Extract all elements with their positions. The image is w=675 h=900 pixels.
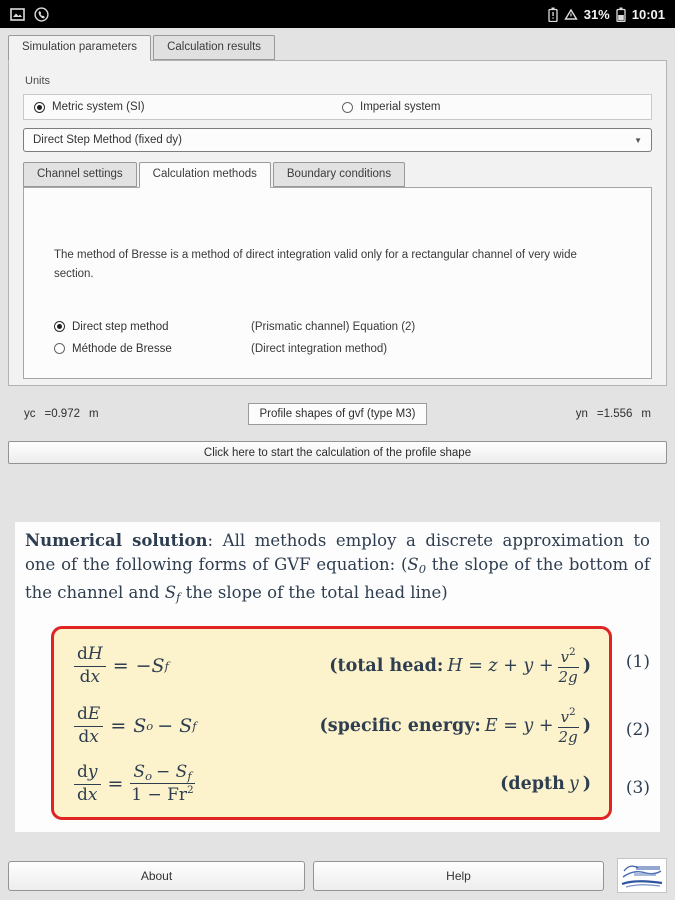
battery-icon [616,7,626,22]
tab-label: Calculation results [167,41,262,53]
math-sup: 2 [187,784,194,797]
option-label: Direct step method [72,320,169,333]
intro-text: the slope of the total head line) [180,583,448,602]
yn-unit: m [641,408,651,420]
tab-simulation-parameters[interactable] [8,35,151,61]
math-d: d [77,762,88,783]
profile-shapes-button[interactable]: Profile shapes of gvf (type M3) [248,403,428,425]
note-close: ) [582,716,591,736]
yc-unit: m [89,408,99,420]
fraction [130,763,194,806]
option-detail: (Prismatic channel) Equation (2) [251,320,416,333]
math-var: S [407,555,419,574]
math-d: d [78,726,90,747]
depth-results-row [8,399,667,429]
intro-text: the slope of the bottom of the channel and [25,555,650,602]
fraction [558,707,579,746]
equation-block [25,626,650,820]
equation-number-1: (1) [625,652,650,672]
equals-sign: = [110,715,127,737]
math-d: d [77,784,88,805]
equation-annotation [329,647,591,686]
clock-text: 10:01 [631,6,665,22]
method-select-value: Direct Step Method (fixed dy) [33,134,182,146]
math-sub: 0 [418,562,427,576]
radio-metric-label: Metric system (SI) [52,101,145,113]
start-calculation-button[interactable]: Click here to start the calculation of the profile shape [8,441,667,464]
phone-call-icon [34,7,49,22]
equation-number-2: (2) [625,720,650,740]
fraction [74,705,103,746]
yn-label: yn [575,408,588,420]
radio-methode-de-bresse[interactable] [54,343,251,355]
note-label: (total head: [329,656,444,676]
math-expr: 1 − Fr [131,785,188,806]
math-sub: f [164,659,169,673]
math-var: − S [157,715,193,737]
equation-box [51,626,612,820]
math-var: −S [135,655,165,677]
math-var: S [133,715,147,737]
tab-boundary-conditions[interactable] [273,162,405,187]
option-label: Méthode de Bresse [72,342,172,355]
fraction [558,647,579,686]
math-var: S [164,583,177,602]
math-expr: H = z + y + [447,656,554,676]
note-label: (specific energy: [319,716,481,736]
math-var: H [87,644,103,665]
battery-percent-text: 31% [583,6,610,22]
math-var: − S [156,761,188,782]
math-var: y [87,762,98,783]
equation-3 [74,757,591,811]
method-option-row [54,321,635,333]
note-label: (depth [500,774,565,794]
radio-imperial-label: Imperial system [360,101,441,113]
math-var: y [568,774,579,794]
math-sub: f [187,768,192,783]
intro-text: : All methods employ a discrete approximation to one of the following forms of GVF equation: ( [25,531,650,574]
units-section-label: Units [25,75,51,87]
math-sup: 2 [569,645,576,658]
math-d: d [77,644,88,665]
bresse-description: The method of Bresse is a method of direct integration valid only for a rectangular channel of very wide section. [54,249,577,280]
yn-value: =1.556 [596,408,633,420]
math-var: x [90,666,101,687]
math-panel [15,522,660,832]
math-var: E [87,704,101,725]
math-sub: o [146,719,154,733]
math-var: x [87,784,98,805]
numerical-solution-paragraph [25,529,650,609]
units-radio-group [23,94,652,120]
tab-label: Boundary conditions [286,168,392,180]
method-select[interactable] [23,128,652,152]
main-tab-bar [8,35,667,60]
radio-direct-step-method[interactable] [54,321,251,333]
math-var: x [89,726,99,747]
equation-annotation [500,774,591,794]
simulation-parameters-panel [8,60,667,386]
tab-label: Channel settings [37,168,123,180]
math-d: d [77,704,88,725]
radio-metric-system[interactable] [34,101,145,113]
note-close: ) [582,656,591,676]
help-button[interactable]: Help [313,861,604,891]
battery-saver-icon [548,7,558,22]
equals-sign: = [107,773,124,795]
footer-bar [8,858,667,893]
math-var: S [133,761,146,782]
note-close: ) [582,774,591,794]
method-option-row [54,343,635,355]
yc-label: yc [24,408,36,420]
status-bar [0,0,675,28]
radio-unchecked-icon[interactable] [54,343,65,354]
chevron-down-icon: ▼ [634,135,642,145]
critical-depth-readout [24,408,99,420]
math-expr: E = y + [484,716,554,736]
tab-label: Simulation parameters [22,41,138,53]
equation-number-3: (3) [625,778,650,798]
math-var: 2g [558,667,578,686]
signal-warning-icon [564,8,578,21]
tab-label: Calculation methods [152,168,257,180]
calculation-methods-panel [23,187,652,379]
yc-value: =0.972 [44,408,80,420]
tab-calculation-methods[interactable] [139,162,271,188]
radio-checked-icon[interactable] [34,102,45,113]
equation-1 [74,637,591,695]
math-var: v [560,707,570,726]
radio-imperial-system[interactable] [342,101,441,113]
equation-2 [74,695,591,757]
intro-bold: Numerical solution [25,531,208,550]
screenshot-icon [10,8,25,21]
math-sub: o [145,768,153,783]
math-sub: f [176,590,181,604]
equation-annotation [320,707,592,746]
sub-tab-bar [23,162,652,187]
university-logo [617,858,667,893]
radio-checked-icon[interactable] [54,321,65,332]
math-var: v [560,647,570,666]
fraction [74,763,101,804]
math-sup: 2 [569,705,576,718]
math-var: 2g [558,727,578,746]
math-sub: f [192,719,197,733]
option-detail: (Direct integration method) [251,342,388,355]
radio-unchecked-icon[interactable] [342,102,353,113]
tab-calculation-results[interactable] [153,35,275,60]
about-button[interactable]: About [8,861,305,891]
tab-channel-settings[interactable] [23,162,137,187]
fraction [74,645,106,686]
equals-sign: = [112,655,129,677]
normal-depth-readout [576,408,651,420]
math-d: d [79,666,91,687]
